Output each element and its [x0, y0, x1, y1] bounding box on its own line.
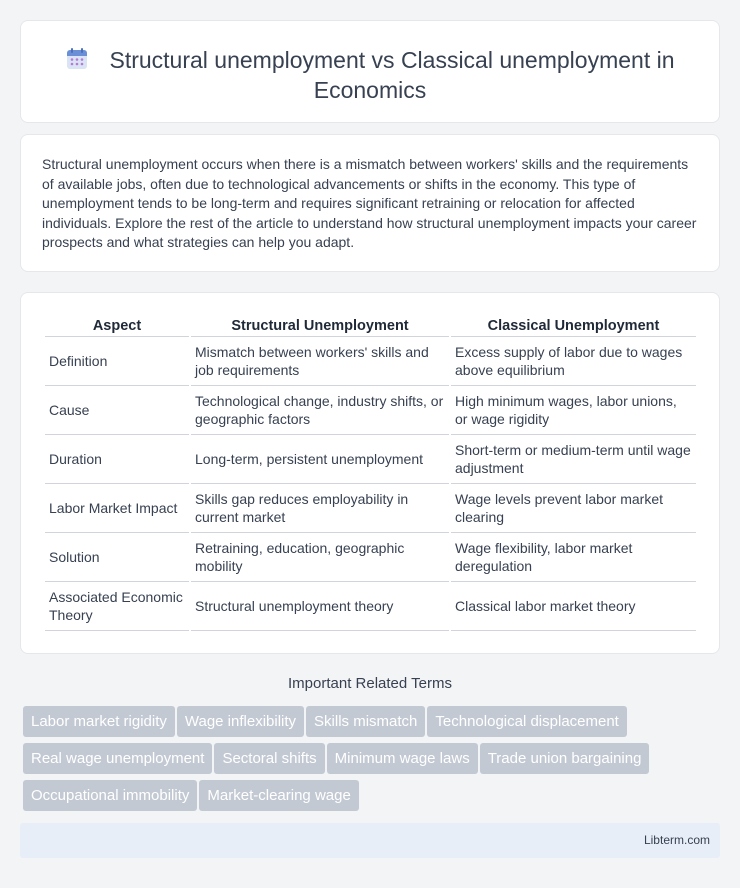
header-aspect: Aspect [45, 315, 189, 337]
related-term-tag[interactable]: Occupational immobility [23, 780, 197, 811]
row-classical: Wage levels prevent labor market clearing [451, 484, 696, 533]
related-term-tag[interactable]: Technological displacement [427, 706, 626, 737]
table-header-row [45, 315, 696, 337]
table-row [45, 386, 696, 435]
row-structural: Long-term, persistent unemployment [191, 435, 449, 484]
row-classical: Short-term or medium-term until wage adjustment [451, 435, 696, 484]
intro-paragraph: Structural unemployment occurs when there is a mismatch between workers' skills and the requirements of available jobs, often due to technological advancements or shifts in the economy. This type of unemployment tends to be long-term and requires significant retraining or relocation for affected individuals. Explore the rest of the article to understand how structural unemployment impacts your career prospects and what strategies can help you adapt. [42, 156, 697, 251]
header-structural: Structural Unemployment [191, 315, 449, 337]
row-aspect: Definition [45, 337, 189, 386]
table-row [45, 435, 696, 484]
related-term-tag[interactable]: Trade union bargaining [480, 743, 650, 774]
row-structural: Skills gap reduces employability in current market [191, 484, 449, 533]
footer [20, 823, 720, 858]
related-term-tag[interactable]: Skills mismatch [306, 706, 425, 737]
related-term-tag[interactable]: Labor market rigidity [23, 706, 175, 737]
row-aspect: Cause [45, 386, 189, 435]
table-row [45, 533, 696, 582]
related-term-tag[interactable]: Minimum wage laws [327, 743, 478, 774]
comparison-card [20, 292, 720, 654]
calendar-icon [65, 47, 89, 71]
intro-card [20, 134, 720, 272]
row-structural: Technological change, industry shifts, or geographic factors [191, 386, 449, 435]
row-structural: Structural unemployment theory [191, 582, 449, 631]
row-aspect: Solution [45, 533, 189, 582]
related-term-tag[interactable]: Sectoral shifts [214, 743, 324, 774]
table-row [45, 582, 696, 631]
related-terms-list [23, 706, 723, 817]
row-aspect: Duration [45, 435, 189, 484]
comparison-table [43, 315, 698, 631]
related-terms-title: Important Related Terms [288, 675, 452, 692]
table-row [45, 337, 696, 386]
row-classical: High minimum wages, labor unions, or wage rigidity [451, 386, 696, 435]
table-row [45, 484, 696, 533]
related-term-tag[interactable]: Market-clearing wage [199, 780, 358, 811]
footer-site-link[interactable]: Libterm.com [643, 833, 710, 847]
related-term-tag[interactable]: Real wage unemployment [23, 743, 212, 774]
row-classical: Classical labor market theory [451, 582, 696, 631]
related-term-tag[interactable]: Wage inflexibility [177, 706, 304, 737]
row-structural: Retraining, education, geographic mobility [191, 533, 449, 582]
page-title [51, 45, 689, 105]
row-structural: Mismatch between workers' skills and job requirements [191, 337, 449, 386]
page-title-text: Structural unemployment vs Classical unemployment in Economics [109, 47, 675, 103]
row-classical: Wage flexibility, labor market deregulation [451, 533, 696, 582]
row-classical: Excess supply of labor due to wages above equilibrium [451, 337, 696, 386]
header-classical: Classical Unemployment [451, 315, 696, 337]
row-aspect: Associated Economic Theory [45, 582, 189, 631]
title-card [20, 20, 720, 123]
row-aspect: Labor Market Impact [45, 484, 189, 533]
